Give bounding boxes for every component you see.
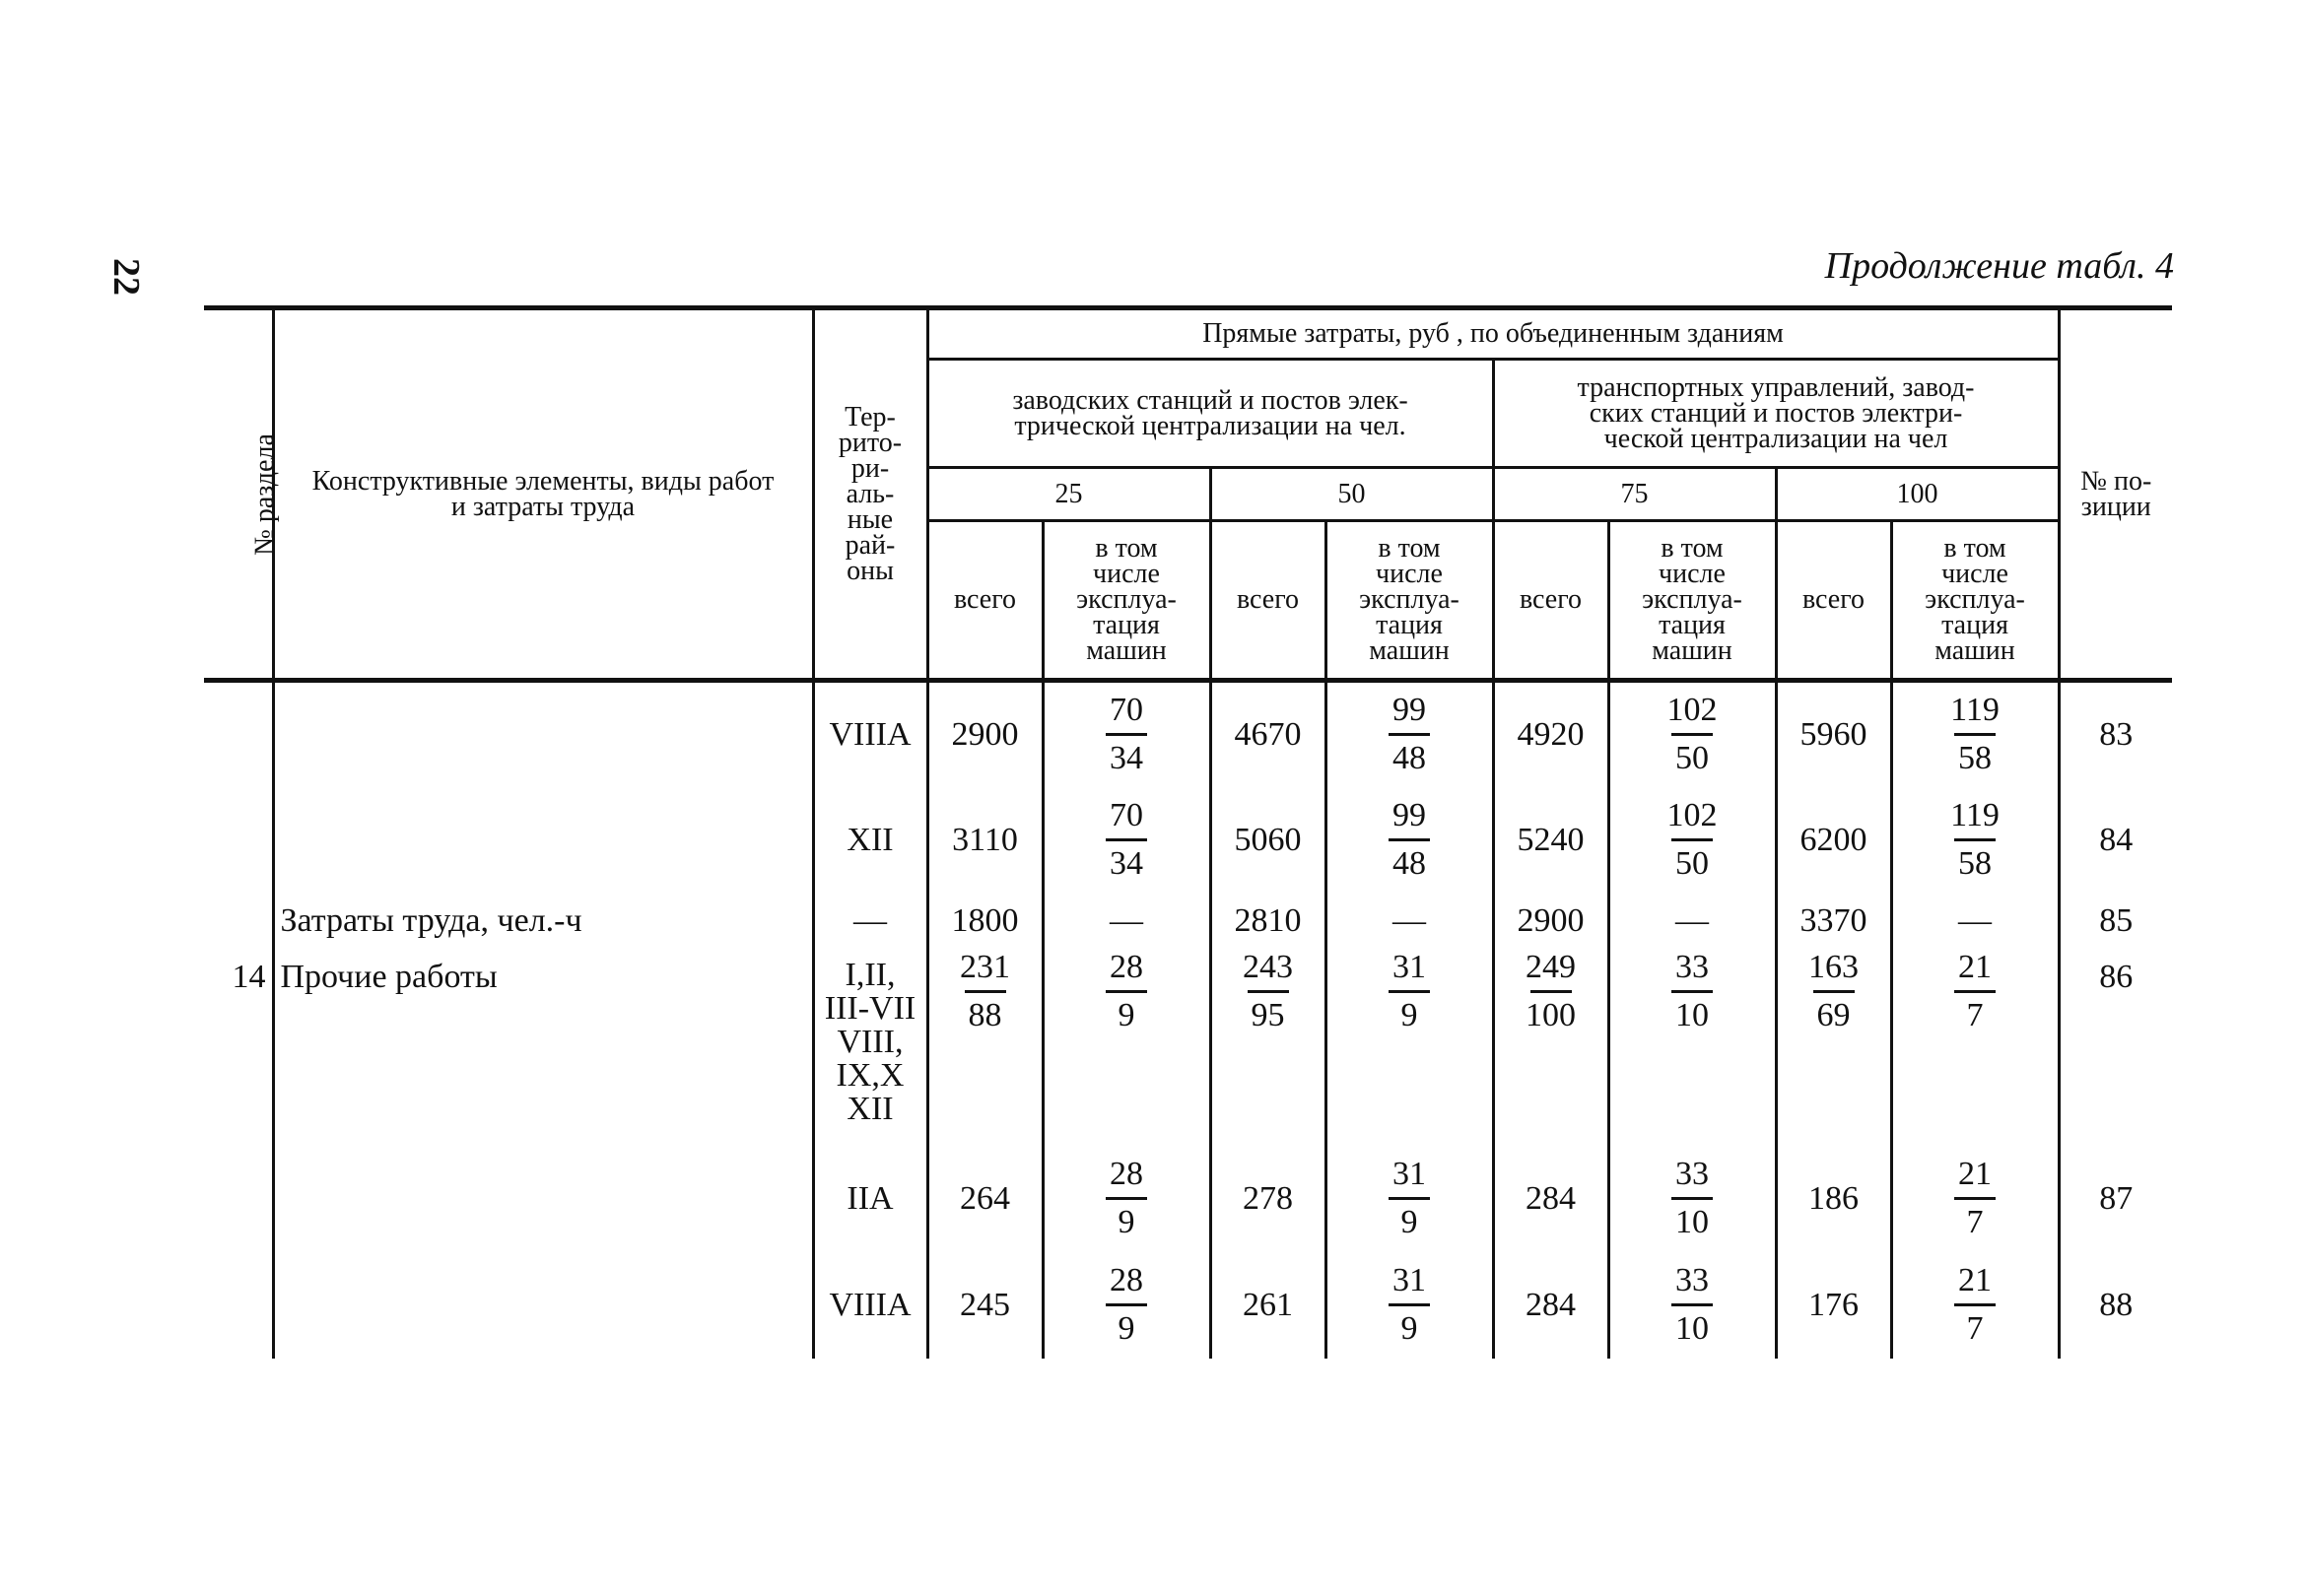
machine-cost-cell	[1043, 1252, 1210, 1359]
machines-header: в том числе эксплуа- тация машин	[1891, 521, 2059, 681]
group1-header: заводских станций и постов элек- трической централизации на чел.	[927, 360, 1493, 468]
total-cost-cell: 4920	[1493, 681, 1608, 787]
fraction-value	[1952, 949, 1998, 1034]
fraction-bar	[1954, 838, 1996, 841]
fraction-bar	[1106, 733, 1147, 736]
machine-cost-cell	[1891, 1146, 2059, 1252]
fraction-bar	[1954, 1303, 1996, 1306]
fraction-denominator: 7	[1966, 1310, 1984, 1347]
fraction-denominator: 10	[1675, 1204, 1709, 1240]
element-label-cell	[273, 1252, 813, 1359]
position-number-cell: 86	[2059, 949, 2172, 1146]
fraction-value	[1952, 1156, 1998, 1241]
total-cost-cell: 2900	[1493, 894, 1608, 949]
fraction-denominator: 7	[1966, 1204, 1984, 1240]
fraction-value	[1387, 1156, 1432, 1241]
fraction-denominator: 10	[1675, 996, 1709, 1033]
total-cost-cell: 186	[1776, 1146, 1891, 1252]
total-cost-cell: 284	[1493, 1252, 1608, 1359]
fraction-bar	[1106, 838, 1147, 841]
machines-header: в том числе эксплуа- тация машин	[1325, 521, 1493, 681]
table-row	[204, 1146, 2172, 1252]
fraction-bar	[1389, 1303, 1430, 1306]
cost-table	[204, 305, 2172, 1359]
fraction-denominator: 9	[1118, 996, 1135, 1033]
total-cost-cell: 284	[1493, 1146, 1608, 1252]
total-cost-cell: 6200	[1776, 787, 1891, 894]
fraction-denominator: 7	[1966, 996, 1984, 1033]
fraction-value	[954, 949, 1016, 1034]
fraction-denominator: 9	[1118, 1310, 1135, 1347]
fraction-denominator: 100	[1526, 996, 1576, 1033]
fraction-numerator: 163	[1808, 948, 1859, 985]
fraction-numerator: 102	[1666, 692, 1718, 729]
fraction-value	[1520, 949, 1582, 1034]
elements-header: Конструктивные элементы, виды работ и затраты труда	[273, 308, 813, 681]
section-number-cell	[204, 1146, 273, 1252]
fraction-denominator: 50	[1675, 845, 1709, 882]
fraction-bar	[1954, 733, 1996, 736]
total-cost-cell: 2900	[927, 681, 1043, 787]
fraction-value	[1104, 692, 1149, 777]
machine-cost-cell	[1325, 681, 1493, 787]
fraction-value	[1104, 949, 1149, 1034]
fraction-denominator: 69	[1816, 996, 1851, 1033]
fraction-bar	[1106, 990, 1147, 993]
fraction-denominator: 9	[1400, 1204, 1418, 1240]
section-number-header: № раздела	[204, 308, 273, 681]
fraction-denominator: 50	[1675, 740, 1709, 777]
fraction-value	[1387, 692, 1432, 777]
fraction-bar	[965, 990, 1006, 993]
position-number-cell: 83	[2059, 681, 2172, 787]
fraction-bar	[1389, 733, 1430, 736]
fraction-bar	[1671, 990, 1713, 993]
position-number-cell: 87	[2059, 1146, 2172, 1252]
fraction-bar	[1671, 1197, 1713, 1200]
total-cost-cell: 5960	[1776, 681, 1891, 787]
fraction-bar	[1954, 990, 1996, 993]
machine-cost-cell	[1325, 1146, 1493, 1252]
total-header: всего	[1776, 521, 1891, 681]
fraction-denominator: 58	[1958, 845, 1993, 882]
table-row	[204, 787, 2172, 894]
fraction-bar	[1530, 990, 1572, 993]
regions-header: Тер- рито- ри- аль- ные рай- оны	[813, 308, 927, 681]
section-number-cell	[204, 894, 273, 949]
fraction-numerator: 33	[1675, 948, 1709, 985]
table-body	[204, 681, 2172, 1359]
total-header: всего	[927, 521, 1043, 681]
region-cell: I,II, III-VII VIII, IX,X XII	[813, 949, 927, 1146]
fraction-bar	[1248, 990, 1289, 993]
fraction-numerator: 33	[1675, 1262, 1709, 1298]
fraction-bar	[1671, 733, 1713, 736]
fraction-value	[1387, 1262, 1432, 1348]
machine-cost-cell	[1608, 1252, 1776, 1359]
total-cost-cell: 261	[1210, 1252, 1325, 1359]
fraction-numerator: 21	[1958, 1262, 1993, 1298]
total-cost-cell: 2810	[1210, 894, 1325, 949]
fraction-value	[1802, 949, 1865, 1034]
fraction-bar	[1106, 1197, 1147, 1200]
fraction-numerator: 31	[1392, 948, 1426, 985]
fraction-value	[1387, 949, 1432, 1034]
fraction-denominator: 34	[1110, 845, 1143, 882]
region-cell: —	[813, 894, 927, 949]
fraction-numerator: 21	[1958, 1156, 1993, 1192]
fraction-numerator: 31	[1392, 1262, 1426, 1298]
fraction-numerator: 119	[1950, 692, 2000, 729]
total-header: всего	[1210, 521, 1325, 681]
fraction-value	[1952, 1262, 1998, 1348]
position-number-cell: 84	[2059, 787, 2172, 894]
machine-cost-cell	[1325, 949, 1493, 1146]
fraction-numerator: 21	[1958, 948, 1993, 985]
fraction-value	[1669, 1156, 1715, 1241]
fraction-bar	[1389, 1197, 1430, 1200]
cap-75-header: 75	[1493, 468, 1776, 521]
fraction-bar	[1106, 1303, 1147, 1306]
page-number: 22	[105, 258, 147, 296]
machine-cost-cell	[1325, 1252, 1493, 1359]
fraction-numerator: 28	[1110, 1156, 1143, 1192]
machine-cost-cell	[1043, 681, 1210, 787]
fraction-bar	[1813, 990, 1855, 993]
fraction-bar	[1389, 990, 1430, 993]
fraction-numerator: 231	[960, 948, 1010, 985]
machine-cost-cell: —	[1608, 894, 1776, 949]
position-number-cell: 85	[2059, 894, 2172, 949]
position-number-cell: 88	[2059, 1252, 2172, 1359]
fraction-value	[1669, 1262, 1715, 1348]
machines-header: в том числе эксплуа- тация машин	[1043, 521, 1210, 681]
group2-header: транспортных управлений, завод- ских станций и постов электри- ческой централизации на чел	[1493, 360, 2059, 468]
fraction-value	[1104, 1262, 1149, 1348]
fraction-denominator: 9	[1400, 996, 1418, 1033]
fraction-denominator: 88	[968, 996, 1002, 1033]
fraction-numerator: 249	[1526, 948, 1576, 985]
cap-100-header: 100	[1776, 468, 2059, 521]
total-cost-cell: 3110	[927, 787, 1043, 894]
cap-25-header: 25	[927, 468, 1210, 521]
total-cost-cell	[927, 949, 1043, 1146]
section-number-cell	[204, 1252, 273, 1359]
fraction-denominator: 95	[1251, 996, 1285, 1033]
fraction-denominator: 9	[1400, 1310, 1418, 1347]
machine-cost-cell	[1608, 681, 1776, 787]
total-cost-cell: 3370	[1776, 894, 1891, 949]
total-cost-cell: 264	[927, 1146, 1043, 1252]
fraction-value	[1104, 1156, 1149, 1241]
region-cell: IIA	[813, 1146, 927, 1252]
fraction-bar	[1389, 838, 1430, 841]
element-label-cell: Затраты труда, чел.-ч	[273, 894, 813, 949]
fraction-numerator: 33	[1675, 1156, 1709, 1192]
table-row	[204, 949, 2172, 1146]
table-row	[204, 681, 2172, 787]
machine-cost-cell	[1608, 1146, 1776, 1252]
fraction-numerator: 119	[1950, 797, 2000, 833]
fraction-value	[1662, 692, 1724, 777]
fraction-denominator: 58	[1958, 740, 1993, 777]
direct-costs-header: Прямые затраты, руб , по объединенным зданиям	[927, 308, 2059, 360]
fraction-numerator: 243	[1243, 948, 1293, 985]
fraction-denominator: 10	[1675, 1310, 1709, 1347]
fraction-value	[1944, 692, 2005, 777]
fraction-denominator: 48	[1392, 845, 1426, 882]
section-number-cell	[204, 681, 273, 787]
total-cost-cell: 176	[1776, 1252, 1891, 1359]
machine-cost-cell	[1043, 787, 1210, 894]
total-cost-cell: 1800	[927, 894, 1043, 949]
element-label-cell	[273, 681, 813, 787]
machine-cost-cell	[1608, 787, 1776, 894]
fraction-value	[1387, 797, 1432, 883]
fraction-numerator: 99	[1392, 692, 1426, 729]
table-row	[204, 894, 2172, 949]
element-label-cell	[273, 787, 813, 894]
machines-header: в том числе эксплуа- тация машин	[1608, 521, 1776, 681]
fraction-numerator: 28	[1110, 948, 1143, 985]
total-cost-cell: 4670	[1210, 681, 1325, 787]
total-cost-cell: 245	[927, 1252, 1043, 1359]
cap-50-header: 50	[1210, 468, 1493, 521]
machine-cost-cell	[1325, 787, 1493, 894]
machine-cost-cell	[1891, 787, 2059, 894]
fraction-bar	[1954, 1197, 1996, 1200]
section-number-cell: 14	[232, 958, 266, 995]
machine-cost-cell: —	[1043, 894, 1210, 949]
region-cell: XII	[813, 787, 927, 894]
fraction-bar	[1671, 1303, 1713, 1306]
fraction-numerator: 70	[1110, 692, 1143, 729]
machine-cost-cell	[1891, 681, 2059, 787]
element-label-cell: Прочие работы	[273, 949, 813, 1146]
fraction-numerator: 31	[1392, 1156, 1426, 1192]
fraction-denominator: 34	[1110, 740, 1143, 777]
machine-cost-cell	[1043, 1146, 1210, 1252]
region-cell: VIIIA	[813, 681, 927, 787]
total-cost-cell: 5240	[1493, 787, 1608, 894]
section-number-cell	[204, 787, 273, 894]
fraction-value	[1237, 949, 1299, 1034]
machine-cost-cell: —	[1891, 894, 2059, 949]
total-cost-cell	[1493, 949, 1608, 1146]
element-label-cell	[273, 1146, 813, 1252]
total-cost-cell	[1776, 949, 1891, 1146]
table-row	[204, 1252, 2172, 1359]
fraction-value	[1944, 797, 2005, 883]
fraction-bar	[1671, 838, 1713, 841]
machine-cost-cell: —	[1325, 894, 1493, 949]
total-cost-cell	[1210, 949, 1325, 1146]
position-number-header: № по- зиции	[2059, 308, 2172, 681]
table-caption: Продолжение табл. 4	[1824, 245, 2174, 287]
fraction-denominator: 48	[1392, 740, 1426, 777]
fraction-numerator: 102	[1666, 797, 1718, 833]
machine-cost-cell	[1891, 1252, 2059, 1359]
total-header: всего	[1493, 521, 1608, 681]
fraction-value	[1669, 949, 1715, 1034]
fraction-numerator: 28	[1110, 1262, 1143, 1298]
fraction-numerator: 99	[1392, 797, 1426, 833]
total-cost-cell: 5060	[1210, 787, 1325, 894]
fraction-denominator: 9	[1118, 1204, 1135, 1240]
region-cell: VIIIA	[813, 1252, 927, 1359]
fraction-value	[1104, 797, 1149, 883]
fraction-numerator: 70	[1110, 797, 1143, 833]
machine-cost-cell	[1891, 949, 2059, 1146]
machine-cost-cell	[1043, 949, 1210, 1146]
fraction-value	[1662, 797, 1724, 883]
machine-cost-cell	[1608, 949, 1776, 1146]
total-cost-cell: 278	[1210, 1146, 1325, 1252]
